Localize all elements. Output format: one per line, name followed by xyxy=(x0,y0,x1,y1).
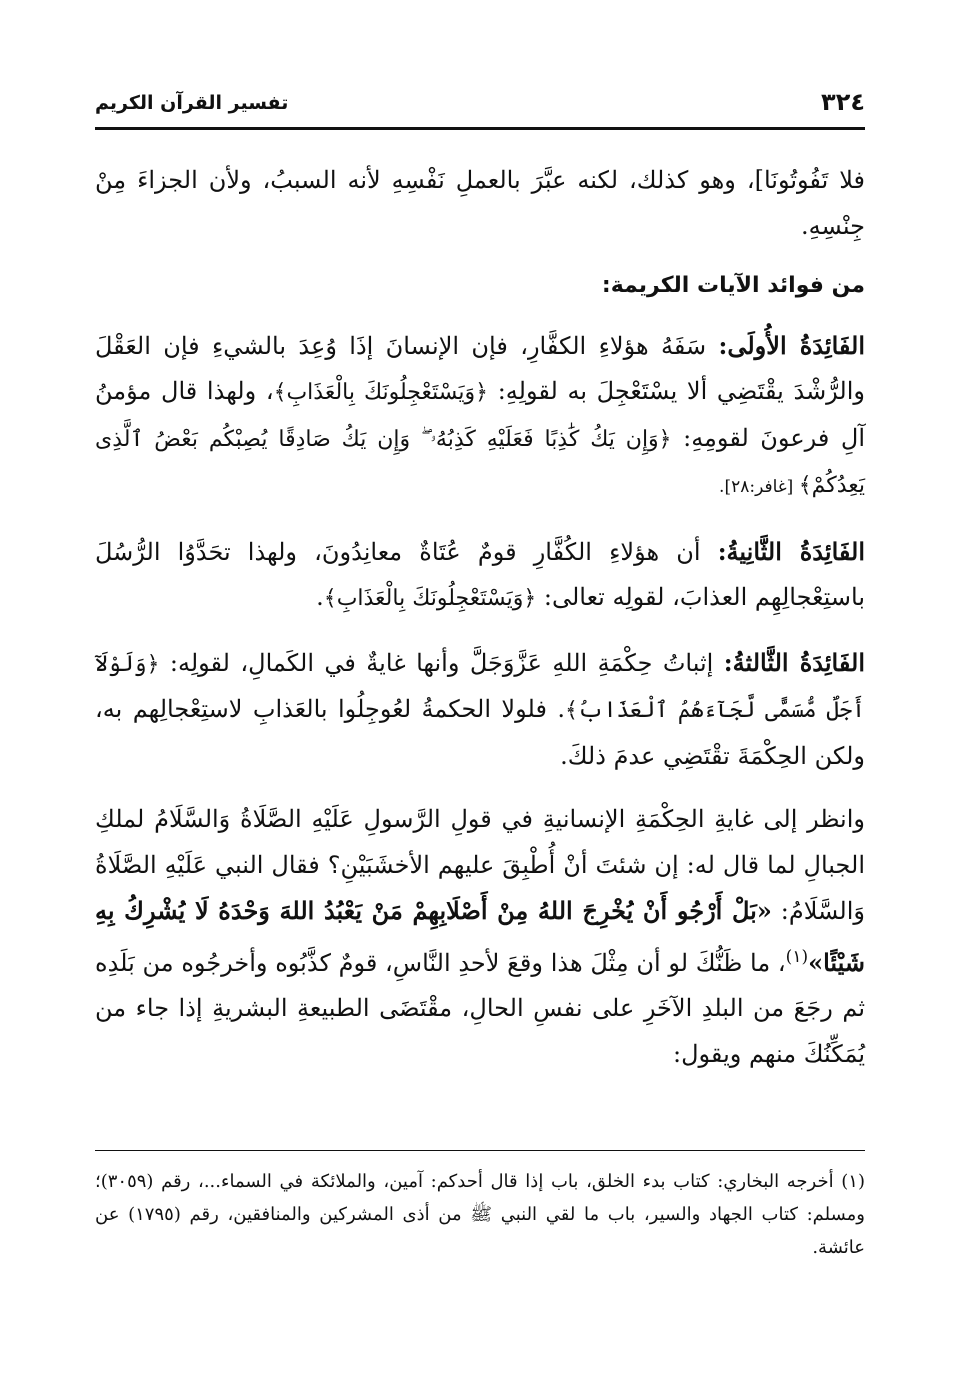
book-title: تفسير القرآن الكريم xyxy=(95,92,289,114)
verse-reference: [غافر:٢٨]. xyxy=(719,477,799,497)
benefit-paragraph-3 xyxy=(95,640,865,780)
header-rule xyxy=(95,127,865,130)
quran-verse-2: ﴿وَإِن يَكُ كَٰذِبًا فَعَلَيْهِ كَذِبُهُۥ ۖ وَإِن يَكُ صَادِقًا يُصِبْكُم بَعْضُ ٱلَّذِى يَعِدُكُمْ﴾ xyxy=(95,426,865,498)
section-heading: من فوائد الآيات الكريمة: xyxy=(601,273,865,298)
benefit-3-text-2: . فلولا الحكمةُ لعُوجِلُوا بالعَذابِ لاستِعْجالِهم به، ولكن الحِكْمَةَ تقْتَضِي عدمَ ذلكَ. xyxy=(95,695,865,770)
footnote-1: (١) أخرجه البخاري: كتاب بدء الخلق، باب إذا قال أحدكم: آمين، والملائكة في السماء...، رقم (٣٠٥٩)؛ ومسلم: كتاب الجهاد والسير، باب ما لقي النبي ﷺ من أذى المشركين والمنافقين، رقم (١٧٩٥) عن عائشة. xyxy=(95,1171,866,1258)
benefit-1-text-2: ، ولهذا قال مؤمنُ آلِ فرعونَ لقومِهِ: xyxy=(95,377,865,452)
paragraph-continuation: فلا تَفُوتُونَا]، وهو كذلك، لكنه عبَّرَ بالعملِ نَفْسِهِ لأنه السببُ، ولأن الجزاءَ مِنْ جِنْسِهِ. xyxy=(95,166,865,240)
example-text: وانظر إلى غايةِ الحِكْمَةِ الإنسانيةِ في قولِ الرَّسولِ عَلَيْهِ الصَّلَاةُ وَالسَّلَامُ لملكِ الجبالِ لما قال له: إن شئتَ أنْ أُطْبِقَ عليهم الأخشَبَيْنِ؟ فقال النبي عَلَيْهِ الصَّلَاةُ وَالسَّلَامُ: xyxy=(95,805,866,925)
benefit-1-text: سَفَهُ هؤلاءِ الكفَّارِ، فإن الإنسانَ إذَا وُعِدَ بالشيءِ فإن العَقْلَ والرُّشْدَ يقْتَضِي ألا يسْتَعْجِلَ به لقولِهِ: xyxy=(95,331,865,405)
benefit-paragraph-2 xyxy=(95,529,865,622)
benefit-2-end: . xyxy=(316,583,324,611)
quran-verse-4: ﴿وَلَوْلَآ أَجَلٌ مُّسَمًّى لَّجَآءَهُمُ ٱلْعَذَابُ﴾ xyxy=(95,651,865,723)
benefit-2-text: أن هؤلاءِ الكُفَّارِ قومٌ عُتَاةٌ معانِدُونَ، ولهذا تحَدَّوُا الرُّسُلَ باستِعْجالِهِم العذابَ، لقولِه تعالى: xyxy=(95,537,865,611)
quran-verse: ﴿وَيَسْتَعْجِلُونَكَ بِالْعَذَابِ﴾ xyxy=(273,380,489,405)
main-text xyxy=(95,158,865,1095)
footnotes xyxy=(95,1165,865,1264)
paragraph-prophet-example xyxy=(95,797,865,1077)
page-number: ٣٢٤ xyxy=(821,88,865,116)
footnote-marker: (١) xyxy=(785,946,809,967)
page-header xyxy=(95,86,865,126)
hadith-quote: «بَلْ أَرْجُو أَنْ يُخْرِجَ اللهُ مِنْ أَصْلَابِهِمْ مَنْ يَعْبُدُ اللهَ وَحْدَهُ لَا يُشْرِكُ بِهِ شَيْئًا» xyxy=(95,896,865,977)
benefit-paragraph-1 xyxy=(95,323,865,511)
book-page xyxy=(95,0,865,1379)
benefit-3-lead: الفَائِدَةُ الثَّالثةُ: xyxy=(723,647,865,677)
benefit-2-lead: الفَائِدَةُ الثَّانِيةُ: xyxy=(717,536,866,566)
example-text-2: ، ما ظَنُّكَ لو أن مِثْلَ هذا وقعَ لأحدِ النَّاسِ، قومٌ كذَّبُوه وأخرجُوه من بَلَدِه ثم رجَعَ من البلدِ الآخَرِ على نفسِ الحالِ، مقْتَضَى الطبيعةِ البشريةِ إذا جاء من يُمَكِّنُكَ منهم ويقول: xyxy=(95,948,865,1068)
footnote-rule xyxy=(95,1150,865,1151)
benefit-1-lead: الفَائِدَةُ الأُولَى: xyxy=(718,330,866,360)
quran-verse-3: ﴿وَيَسْتَعْجِلُونَكَ بِالْعَذَابِ﴾ xyxy=(323,586,537,611)
benefit-3-text: إثباتُ حِكْمَةِ اللهِ عَزَّوَجَلَّ وأنها غايةٌ في الكَمالِ، لقولِه: xyxy=(159,648,724,677)
